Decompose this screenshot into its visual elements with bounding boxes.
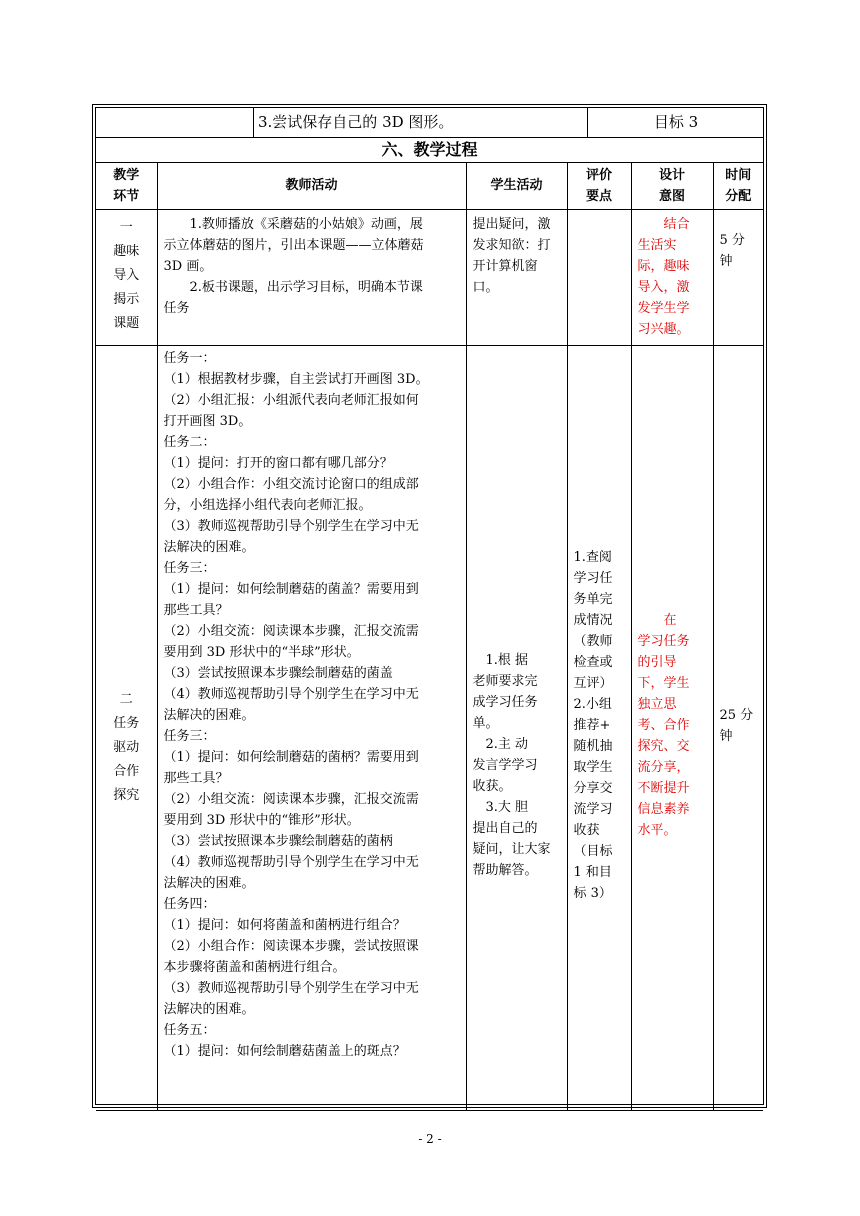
text-line: 不断提升 [637, 781, 690, 796]
text-line: 推荐+ [573, 718, 611, 733]
text-line: 示立体蘑菇的图片，引出本课题——立体蘑菇 [163, 237, 424, 253]
text-line: 发学生学 [637, 300, 690, 316]
text-line: 1.查阅 [573, 550, 612, 565]
text-line: 3.大 胆 [472, 800, 529, 815]
text-line: 法解决的困难。 [163, 707, 255, 723]
header-time: 时间 分配 [713, 163, 763, 209]
text-line: 流学习 [573, 802, 613, 817]
lesson-table [95, 107, 764, 1105]
text-line: 法解决的困难。 [163, 875, 255, 891]
text-line: （3）教师巡视帮助引导个别学生在学习中无 [163, 980, 419, 996]
text-line: （2）小组合作：小组交流讨论窗口的组成部 [163, 476, 419, 492]
text-line: 钟 [719, 728, 733, 744]
text-line: （1）提问：如何绘制蘑菇的菌柄？需要用到 [163, 749, 419, 765]
text-line: （1）提问：打开的窗口都有哪几部分？ [163, 455, 393, 471]
text-line: 2.主 动 [472, 737, 529, 752]
text-line: 信息素养 [637, 802, 690, 817]
text-line: （2）小组汇报：小组派代表向老师汇报如何 [163, 392, 419, 408]
text-line: 互评） [573, 676, 613, 691]
text-line: 任务 [163, 300, 190, 316]
text-line: 成学习任务 [472, 695, 538, 710]
text-line: 生活实 [637, 237, 677, 253]
student-activity [466, 345, 567, 1110]
text-line: 标 3） [573, 886, 612, 901]
text-line: （3）教师巡视帮助引导个别学生在学习中无 [163, 518, 419, 534]
text-line: 分享交 [573, 781, 613, 796]
text-line: 那些工具？ [163, 770, 229, 786]
text-line: 分，小组选择小组代表向老师汇报。 [163, 497, 372, 513]
text-line: 提出疑问，激 [472, 216, 551, 232]
text-line: 单。 [472, 716, 499, 731]
text-line: 本步骤将菌盖和菌柄进行组合。 [163, 959, 346, 975]
text-line: 在 [637, 613, 677, 628]
text-line: 独立思 [637, 697, 677, 712]
text-line: 任务五： [163, 1022, 216, 1038]
stage-cell: 一 趣味 导入 揭示 课题 [96, 209, 157, 345]
text-line: （2）小组交流：阅读课本步骤，汇报交流需 [163, 791, 419, 807]
text-line: 老师要求完 [472, 674, 538, 689]
text-line: （3）尝试按照课本步骤绘制蘑菇的菌柄 [163, 833, 393, 849]
time-cell [713, 345, 763, 1110]
design-intent [631, 345, 713, 1110]
text-line: （教师 [573, 634, 613, 649]
text-line: 1.根 据 [472, 653, 529, 668]
text-line: 学习任务 [637, 634, 690, 649]
text-line: 要用到 3D 形状中的“半球”形状。 [163, 644, 360, 660]
text-line: 法解决的困难。 [163, 1001, 255, 1017]
text-line: 发言学学习 [472, 758, 538, 773]
text-line: （2）小组交流：阅读课本步骤，汇报交流需 [163, 623, 419, 639]
text-line: （目标 [573, 844, 613, 859]
text-line: 那些工具？ [163, 602, 229, 618]
text-line: 导入，激 [637, 279, 690, 295]
stage-cell: 二 任务 驱动 合作 探究 [96, 345, 157, 1110]
header-row [96, 163, 763, 209]
text-line: 学习任 [573, 571, 613, 586]
text-line: 任务三： [163, 728, 216, 744]
table-row [96, 209, 763, 345]
text-line: （1）提问：如何将菌盖和菌柄进行组合？ [163, 917, 406, 933]
text-line: 提出自己的 [472, 821, 538, 836]
text-line: 下，学生 [637, 676, 690, 691]
text-line: （4）教师巡视帮助引导个别学生在学习中无 [163, 854, 419, 870]
eval-cell [567, 209, 631, 345]
text-line: 口。 [472, 279, 499, 295]
text-line: （1）提问：如何绘制蘑菇的菌盖？需要用到 [163, 581, 419, 597]
objective-target: 目标 3 [653, 113, 699, 131]
text-line: 考、合作 [637, 718, 690, 733]
header-eval: 评价 要点 [567, 163, 631, 209]
text-line: 收获 [573, 823, 600, 838]
text-line: 任务三： [163, 560, 216, 576]
text-line: 任务四： [163, 896, 216, 912]
text-line: 的引导 [637, 655, 677, 670]
text-line: 取学生 [573, 760, 613, 775]
page-number: - 2 - [418, 1132, 442, 1146]
header-design: 设计 意图 [631, 163, 713, 209]
text-line: 打开画图 3D。 [163, 413, 252, 429]
text-line: 疑问，让大家 [472, 842, 551, 857]
text-line: 收获。 [472, 779, 512, 794]
text-line: 3D 画。 [163, 258, 213, 274]
text-line: 法解决的困难。 [163, 539, 255, 555]
text-line: （4）教师巡视帮助引导个别学生在学习中无 [163, 686, 419, 702]
text-line: 习兴趣。 [637, 321, 690, 337]
section-title: 六、教学过程 [96, 138, 763, 163]
text-line: 务单完 [573, 592, 613, 607]
text-line: 任务一： [163, 350, 216, 366]
text-line: （3）尝试按照课本步骤绘制蘑菇的菌盖 [163, 665, 393, 681]
text-line: 结合 [637, 216, 690, 232]
objective-row [96, 108, 763, 138]
text-line: 2.板书课题，出示学习目标，明确本节课 [163, 279, 423, 295]
text-line: 检查或 [573, 655, 613, 670]
text-line: 2.小组 [573, 697, 612, 712]
header-stage: 教学 环节 [96, 163, 157, 209]
text-line: （1）提问：如何绘制蘑菇菌盖上的斑点？ [163, 1043, 406, 1059]
text-line: 25 分 [719, 707, 754, 723]
text-line: （1）根据教材步骤，自主尝试打开画图 3D。 [163, 371, 429, 387]
text-line: 1.教师播放《采蘑菇的小姑娘》动画，展 [163, 216, 423, 232]
text-line: 探究、交 [637, 739, 690, 754]
text-line: 流分享， [637, 760, 690, 775]
objective-text: 3.尝试保存自己的 3D 图形。 [254, 108, 588, 137]
text-line: 任务二： [163, 434, 216, 450]
time-cell: 5 分钟 [713, 209, 763, 345]
student-activity [466, 209, 567, 345]
header-teacher: 教师活动 [157, 163, 466, 209]
text-line: 发求知欲：打 [472, 237, 551, 253]
table-row [96, 345, 763, 1110]
text-line: 开计算机窗 [472, 258, 538, 274]
design-intent [631, 209, 713, 345]
text-line: 帮助解答。 [472, 863, 538, 878]
text-line: 要用到 3D 形状中的“锥形”形状。 [163, 812, 360, 828]
text-line: 随机抽 [573, 739, 613, 754]
header-student: 学生活动 [466, 163, 567, 209]
text-line: 1 和目 [573, 865, 612, 880]
text-line: （2）小组合作：阅读课本步骤，尝试按照课 [163, 938, 419, 954]
process-table [96, 163, 763, 1111]
text-line: 际，趣味 [637, 258, 690, 274]
teacher-activity [157, 345, 466, 1110]
text-line: 成情况 [573, 613, 613, 628]
eval-cell [567, 345, 631, 1110]
text-line: 水平。 [637, 823, 677, 838]
objective-blank-cell [96, 108, 254, 137]
teacher-activity [157, 209, 466, 345]
